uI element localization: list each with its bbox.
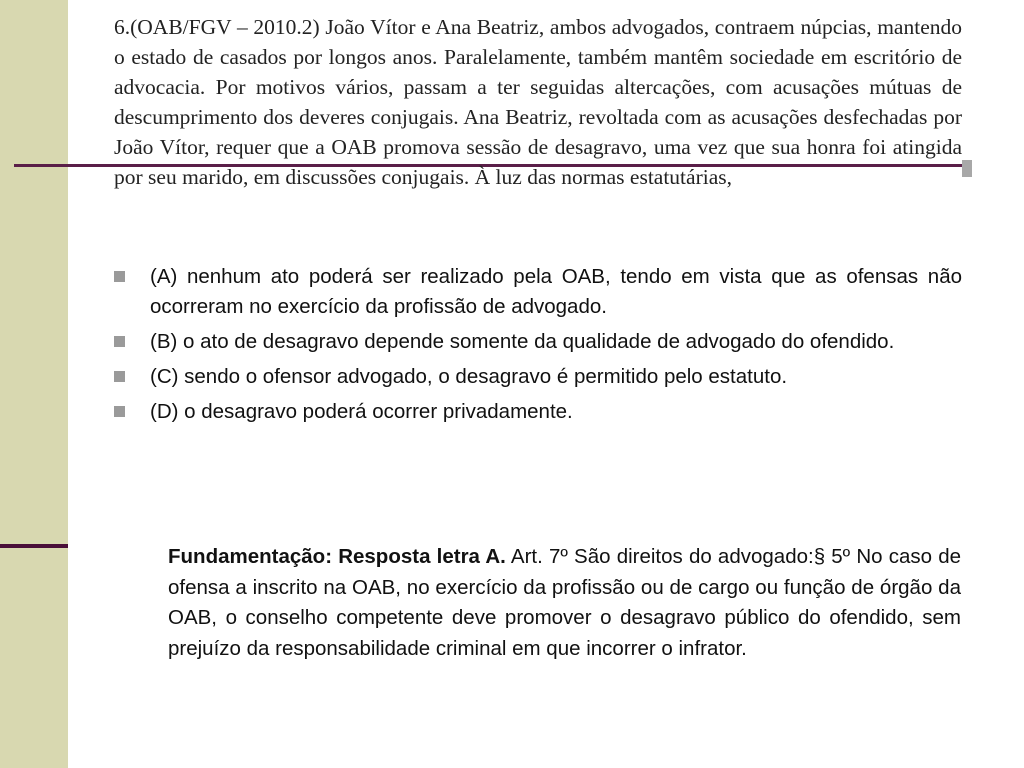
square-bullet-icon (114, 336, 125, 347)
divider-end-block (962, 160, 972, 177)
option-c-text: (C) sendo o ofensor advogado, o desagravo é permitido pelo estatuto. (150, 365, 788, 388)
question-text: 6.(OAB/FGV – 2010.2) João Vítor e Ana Beatriz, ambos advogados, contraem núpcias, mantendo o estado de casados por longos anos. Paralelamente, também mantêm sociedade em escritório de advocacia. Por motivos vários, passam a ter seguidas altercações, com acusações mútuas de descumprimento dos deveres conjugais. Ana Beatriz, revoltada com as acusações desfechadas por João Vítor, requer que a OAB promova sessão de desagravo, uma vez que sua honra foi atingida por seu marido, em discussões conjugais. À luz das normas estatutárias, (114, 15, 962, 189)
option-b (114, 327, 962, 357)
option-b-text: (B) o ato de desagravo depende somente da qualidade de advogado do ofendido. (150, 330, 895, 353)
option-a-text: (A) nenhum ato poderá ser realizado pela OAB, tendo em vista que as ofensas não ocorreram no exercício da profissão de advogado. (150, 265, 962, 318)
answer-options-list (114, 262, 962, 432)
square-bullet-icon (114, 271, 125, 282)
square-bullet-icon (114, 406, 125, 417)
option-c (114, 362, 962, 392)
answer-explanation (168, 542, 961, 664)
option-d (114, 397, 962, 427)
option-d-text: (D) o desagravo poderá ocorrer privadamente. (150, 400, 573, 423)
answer-body: Art. 7º São direitos do advogado:§ 5º No caso de ofensa a inscrito na OAB, no exercício da profissão ou de cargo ou função de órgão da OAB, o conselho competente deve promover o desagravo público do ofendido, sem prejuízo da responsabilidade criminal em que incorrer o infrator. (168, 545, 961, 660)
answer-heading: Fundamentação: Resposta letra A. (168, 545, 506, 568)
left-accent-rule (0, 544, 68, 548)
left-decorative-bar (0, 0, 68, 768)
option-a (114, 262, 962, 322)
square-bullet-icon (114, 371, 125, 382)
